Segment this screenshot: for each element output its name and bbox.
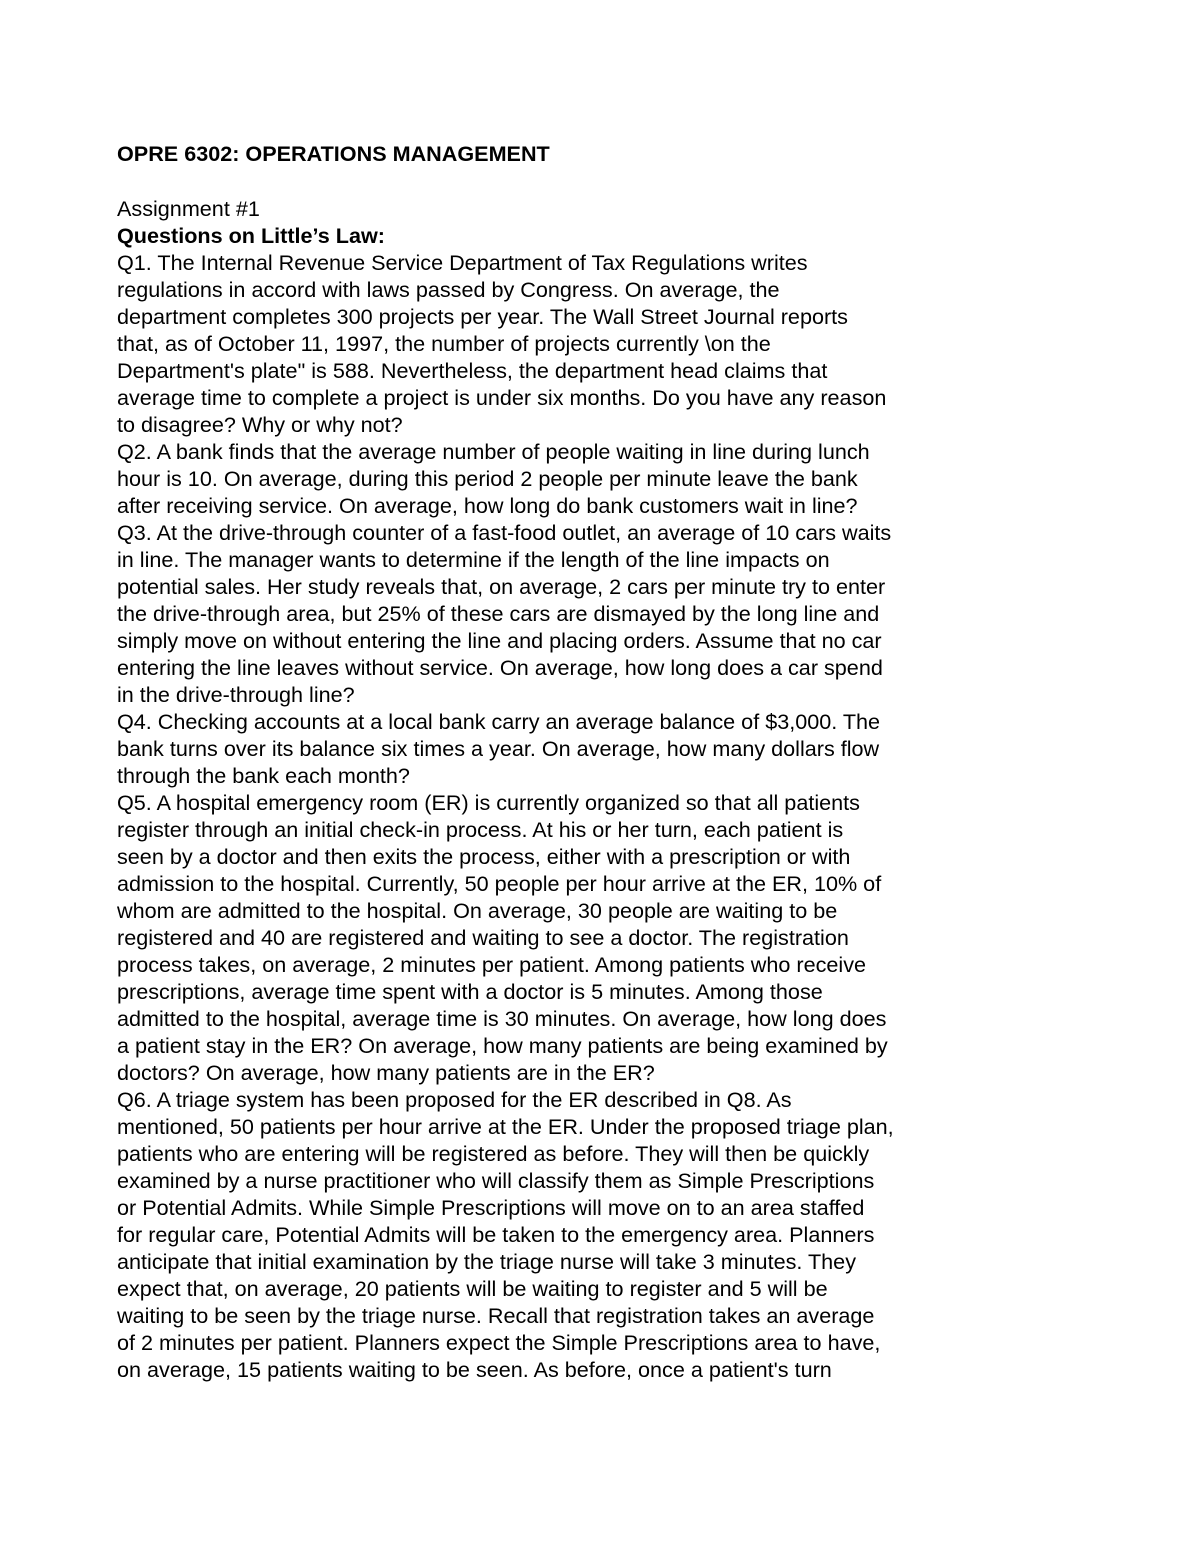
text-line: waiting to be seen by the triage nurse. Recall that registration takes an average — [117, 1303, 875, 1328]
text-line: in line. The manager wants to determine if the length of the line impacts on — [117, 547, 830, 572]
text-line: that, as of October 11, 1997, the number of projects currently \on the — [117, 331, 771, 356]
document-page — [117, 140, 1117, 1383]
text-line: of 2 minutes per patient. Planners expect the Simple Prescriptions area to have, — [117, 1330, 881, 1355]
text-line: registered and 40 are registered and waiting to see a doctor. The registration — [117, 925, 849, 950]
document-title: OPRE 6302: OPERATIONS MANAGEMENT — [117, 141, 550, 166]
text-line: anticipate that initial examination by the triage nurse will take 3 minutes. They — [117, 1249, 856, 1274]
question-text-block — [117, 249, 1117, 1383]
spacer — [117, 174, 1117, 195]
text-line: bank turns over its balance six times a year. On average, how many dollars flow — [117, 736, 880, 761]
text-line: admitted to the hospital, average time is 30 minutes. On average, how long does — [117, 1006, 887, 1031]
text-line: seen by a doctor and then exits the process, either with a prescription or with — [117, 844, 851, 869]
text-line: Q2. A bank finds that the average number of people waiting in line during lunch — [117, 439, 870, 464]
text-line: after receiving service. On average, how long do bank customers wait in line? — [117, 493, 858, 518]
text-line: process takes, on average, 2 minutes per patient. Among patients who receive — [117, 952, 867, 977]
text-line: entering the line leaves without service. On average, how long does a car spend — [117, 655, 883, 680]
text-line: patients who are entering will be registered as before. They will then be quickly — [117, 1141, 870, 1166]
text-line: Department's plate" is 588. Nevertheless, the department head claims that — [117, 358, 828, 383]
assignment-label: Assignment #1 — [117, 196, 260, 221]
text-line: regulations in accord with laws passed by Congress. On average, the — [117, 277, 780, 302]
text-line: a patient stay in the ER? On average, how many patients are being examined by — [117, 1033, 888, 1058]
text-line: Q4. Checking accounts at a local bank carry an average balance of $3,000. The — [117, 709, 881, 734]
text-line: prescriptions, average time spent with a doctor is 5 minutes. Among those — [117, 979, 823, 1004]
text-line: through the bank each month? — [117, 763, 410, 788]
text-line: admission to the hospital. Currently, 50 people per hour arrive at the ER, 10% of — [117, 871, 882, 896]
text-line: Q1. The Internal Revenue Service Department of Tax Regulations writes — [117, 250, 808, 275]
text-line: average time to complete a project is under six months. Do you have any reason — [117, 385, 887, 410]
text-line: or Potential Admits. While Simple Prescriptions will move on to an area staffed — [117, 1195, 865, 1220]
text-line: register through an initial check-in process. At his or her turn, each patient is — [117, 817, 844, 842]
text-line: Q3. At the drive-through counter of a fast-food outlet, an average of 10 cars waits — [117, 520, 892, 545]
text-line: to disagree? Why or why not? — [117, 412, 403, 437]
text-line: for regular care, Potential Admits will be taken to the emergency area. Planners — [117, 1222, 875, 1247]
text-line: the drive-through area, but 25% of these cars are dismayed by the long line and — [117, 601, 880, 626]
text-line: doctors? On average, how many patients are in the ER? — [117, 1060, 655, 1085]
text-line: department completes 300 projects per year. The Wall Street Journal reports — [117, 304, 848, 329]
text-line: in the drive-through line? — [117, 682, 355, 707]
text-line: Q6. A triage system has been proposed for the ER described in Q8. As — [117, 1087, 792, 1112]
text-line: potential sales. Her study reveals that, on average, 2 cars per minute try to enter — [117, 574, 886, 599]
text-line: whom are admitted to the hospital. On average, 30 people are waiting to be — [117, 898, 838, 923]
text-line: on average, 15 patients waiting to be seen. As before, once a patient's turn — [117, 1357, 832, 1382]
text-line: examined by a nurse practitioner who will classify them as Simple Prescriptions — [117, 1168, 875, 1193]
text-line: simply move on without entering the line and placing orders. Assume that no car — [117, 628, 882, 653]
text-line: hour is 10. On average, during this period 2 people per minute leave the bank — [117, 466, 858, 491]
text-line: Q5. A hospital emergency room (ER) is currently organized so that all patients — [117, 790, 860, 815]
text-line: expect that, on average, 20 patients will be waiting to register and 5 will be — [117, 1276, 828, 1301]
text-line: mentioned, 50 patients per hour arrive at the ER. Under the proposed triage plan, — [117, 1114, 894, 1139]
section-heading: Questions on Little’s Law: — [117, 223, 385, 248]
